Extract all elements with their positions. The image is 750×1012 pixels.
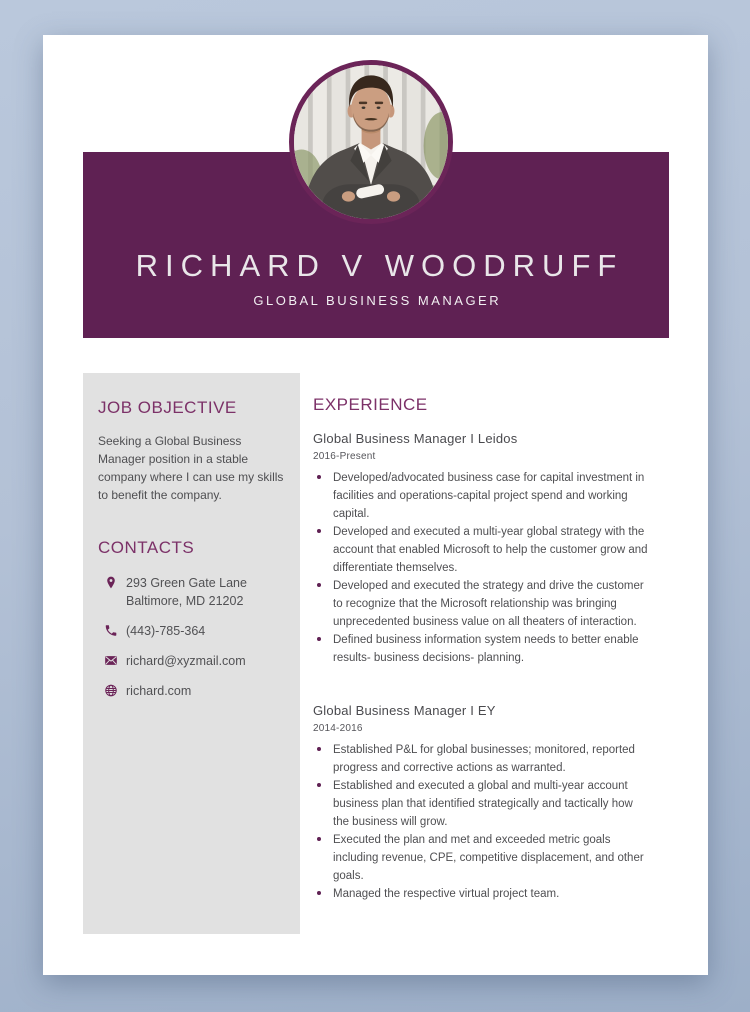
- contact-text: [126, 652, 246, 670]
- contact-text: [126, 622, 205, 640]
- experience-section: [313, 395, 659, 903]
- contact-item: [98, 622, 288, 640]
- job-objective-heading: JOB OBJECTIVE: [98, 398, 237, 417]
- contact-line: 293 Green Gate Lane: [126, 576, 247, 590]
- profile-photo: [289, 60, 453, 224]
- phone-icon: [104, 623, 118, 638]
- job-title: Global Business Manager I Leidos: [313, 431, 518, 446]
- contact-item: [98, 652, 288, 670]
- sidebar: [83, 373, 300, 934]
- contact-item: [98, 574, 288, 610]
- contact-list: [98, 574, 288, 700]
- bullet-item: [313, 469, 659, 523]
- bullet-text: Managed the respective virtual project team.: [333, 888, 560, 900]
- bullet-dot: [313, 631, 333, 641]
- bullet-text: Executed the plan and met and exceeded metric goals including revenue, CPE, competitive displacement, and other goals.: [333, 834, 644, 882]
- job-bullet-list: [313, 469, 659, 667]
- bullet-dot: [313, 469, 333, 479]
- bullet-text: Developed/advocated business case for capital investment in facilities and operations-capital project spend and working capital.: [333, 472, 645, 520]
- bullet-text: Established P&L for global businesses; monitored, reported progress and corrective actions as warranted.: [333, 744, 635, 774]
- bullet-item: [313, 741, 659, 777]
- bullet-dot: [313, 777, 333, 787]
- bullet-text: Developed and executed the strategy and drive the customer to recognize that the Microsoft relationship was bringing unprecedented business value on all theaters of interaction.: [333, 580, 644, 628]
- bullet-item: [313, 523, 659, 577]
- location-pin-icon: [104, 575, 118, 590]
- bullet-item: [313, 885, 659, 903]
- bullet-text: Established and executed a global and multi-year account business plan that identified strategically and tactically how the business will grow.: [333, 780, 633, 828]
- experience-heading: EXPERIENCE: [313, 395, 428, 414]
- job-dates: 2016-Present: [313, 451, 376, 462]
- job-bullet-list: [313, 741, 659, 903]
- email-icon: [104, 653, 118, 668]
- contact-item: [98, 682, 288, 700]
- job-entry: [313, 431, 659, 667]
- job-objective-text: Seeking a Global Business Manager position in a stable company where I can use my skills to benefit the company.: [98, 434, 284, 502]
- contact-line: Baltimore, MD 21202: [126, 594, 244, 608]
- job-entry: [313, 703, 659, 903]
- bullet-dot: [313, 885, 333, 895]
- contact-line: richard.com: [126, 684, 192, 698]
- contact-line: richard@xyzmail.com: [126, 654, 246, 668]
- bullet-dot: [313, 577, 333, 587]
- job-dates: 2014-2016: [313, 723, 363, 734]
- contact-text: [126, 574, 247, 610]
- contact-text: [126, 682, 191, 700]
- job-list: [313, 431, 659, 903]
- job-title: Global Business Manager I EY: [313, 703, 496, 718]
- resume-page: [43, 35, 708, 975]
- bullet-item: [313, 777, 659, 831]
- profile-photo-illustration: [294, 65, 448, 219]
- person-name: RICHARD V WOODRUFF: [135, 248, 624, 284]
- bullet-dot: [313, 741, 333, 751]
- bullet-text: Developed and executed a multi-year global strategy with the account that enabled Microsoft to help the customer grow and differentiate themselves.: [333, 526, 648, 574]
- bullet-item: [313, 631, 659, 667]
- person-job-title: GLOBAL BUSINESS MANAGER: [253, 293, 502, 308]
- bullet-text: Defined business information system needs to better enable results- business decisions- planning.: [333, 634, 639, 664]
- bullet-dot: [313, 523, 333, 533]
- bullet-dot: [313, 831, 333, 841]
- bullet-item: [313, 577, 659, 631]
- bullet-item: [313, 831, 659, 885]
- contacts-heading: CONTACTS: [98, 538, 195, 557]
- globe-icon: [104, 683, 118, 698]
- contact-line: (443)-785-364: [126, 624, 206, 638]
